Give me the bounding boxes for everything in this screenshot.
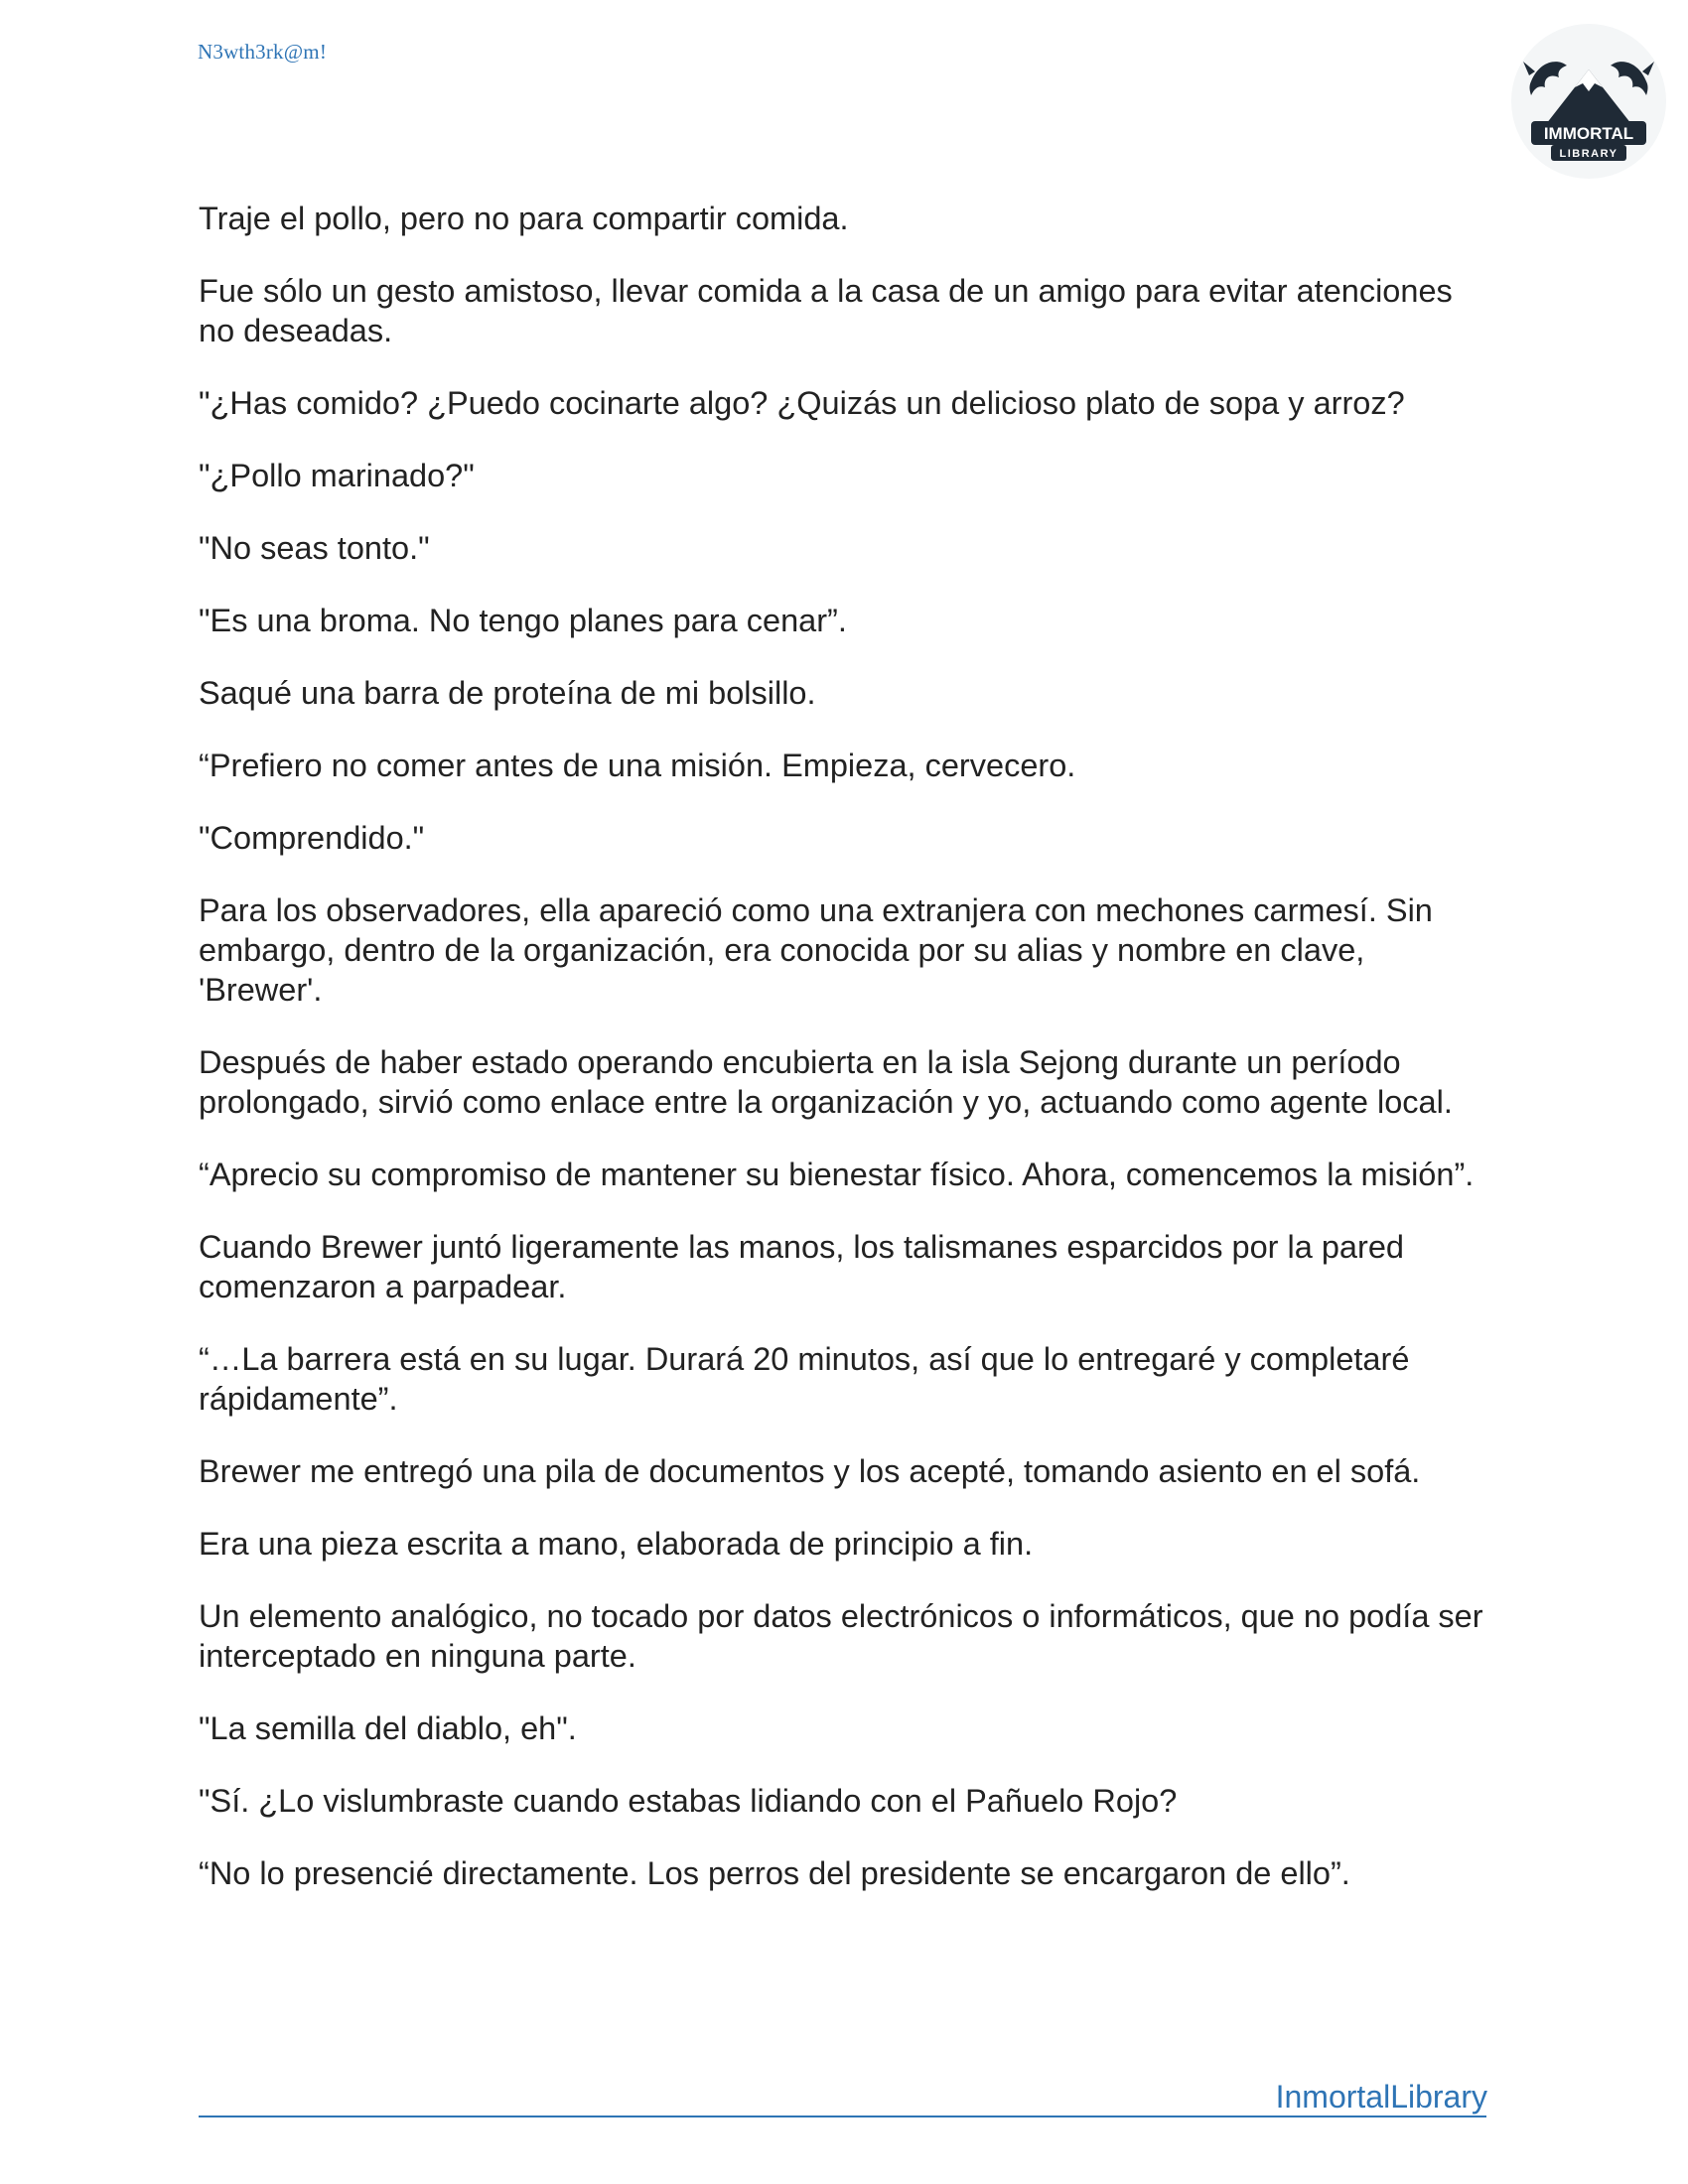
document-body xyxy=(199,199,1494,1926)
paragraph: “Aprecio su compromiso de mantener su bienestar físico. Ahora, comencemos la misión”. xyxy=(199,1157,1475,1192)
header-code: N3wth3rk@m! xyxy=(198,40,328,64)
paragraph: Cuando Brewer juntó ligeramente las manos, los talismanes esparcidos por la pared comenzaron a parpadear. xyxy=(199,1229,1404,1304)
footer-link[interactable]: InmortalLibrary xyxy=(1275,2079,1487,2115)
logo-line1: IMMORTAL xyxy=(1543,124,1634,143)
paragraph: “Prefiero no comer antes de una misión. Empieza, cervecero. xyxy=(199,748,1076,783)
paragraph: Fue sólo un gesto amistoso, llevar comida a la casa de un amigo para evitar atenciones no deseadas. xyxy=(199,273,1453,348)
footer-divider xyxy=(199,2116,1486,2117)
logo-line2: LIBRARY xyxy=(1559,148,1618,160)
paragraph: "No seas tonto." xyxy=(199,530,430,566)
paragraph: Traje el pollo, pero no para compartir comida. xyxy=(199,201,849,236)
paragraph: "¿Pollo marinado?" xyxy=(199,458,475,493)
paragraph: “No lo presencié directamente. Los perros del presidente se encargaron de ello”. xyxy=(199,1855,1350,1891)
paragraph: Era una pieza escrita a mano, elaborada de principio a fin. xyxy=(199,1526,1034,1562)
paragraph: Brewer me entregó una pila de documentos y los acepté, tomando asiento en el sofá. xyxy=(199,1453,1421,1489)
paragraph: "La semilla del diablo, eh". xyxy=(199,1710,577,1746)
paragraph: "¿Has comido? ¿Puedo cocinarte algo? ¿Quizás un delicioso plato de sopa y arroz? xyxy=(199,385,1405,421)
paragraph: "Comprendido." xyxy=(199,820,425,856)
paragraph: "Es una broma. No tengo planes para cenar”. xyxy=(199,603,847,638)
paragraph: Después de haber estado operando encubierta en la isla Sejong durante un período prolongado, sirvió como enlace entre la organización y yo, actuando como agente local. xyxy=(199,1044,1453,1120)
paragraph: Un elemento analógico, no tocado por datos electrónicos o informáticos, que no podía ser interceptado en ninguna parte. xyxy=(199,1598,1483,1674)
paragraph: Para los observadores, ella apareció como una extranjera con mechones carmesí. Sin embargo, dentro de la organización, era conocida por su alias y nombre en clave, 'Brewer'. xyxy=(199,892,1433,1008)
paragraph: “…La barrera está en su lugar. Durará 20 minutos, así que lo entregaré y completaré rápidamente”. xyxy=(199,1341,1410,1417)
paragraph: Saqué una barra de proteína de mi bolsillo. xyxy=(199,675,816,711)
paragraph: "Sí. ¿Lo vislumbraste cuando estabas lidiando con el Pañuelo Rojo? xyxy=(199,1783,1178,1819)
immortal-library-logo xyxy=(1509,22,1668,181)
